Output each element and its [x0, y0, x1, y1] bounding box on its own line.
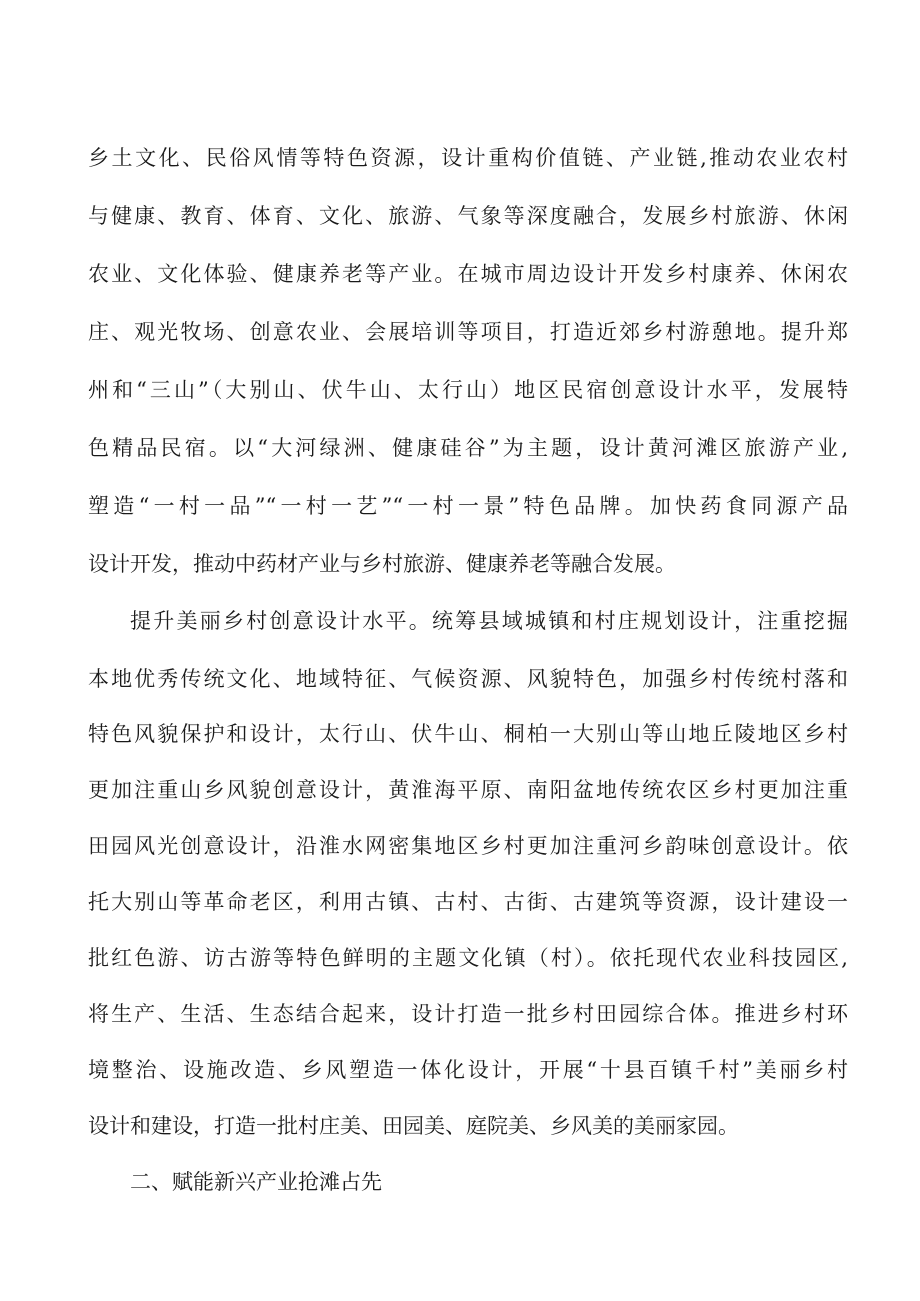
- paragraph-line: 庄、观光牧场、创意农业、会展培训等项目，打造近郊乡村游憩地。提升郑: [88, 320, 848, 344]
- paragraph-line: 农业、文化体验、健康养老等产业。在城市周边设计开发乡村康养、休闲农: [88, 262, 848, 286]
- paragraph-line: 更加注重山乡风貌创意设计，黄淮海平原、南阳盆地传统农区乡村更加注重: [88, 778, 848, 802]
- paragraph-line: 田园风光创意设计，沿淮水网密集地区乡村更加注重河乡韵味创意设计。依: [88, 834, 848, 858]
- paragraph-line: 乡土文化、民俗风情等特色资源，设计重构价值链、产业链,推动农业农村: [88, 146, 848, 170]
- paragraph-line: 本地优秀传统文化、地域特征、气候资源、风貌特色，加强乡村传统村落和: [88, 667, 848, 691]
- paragraph-line: 设计和建设，打造一批村庄美、田园美、庭院美、乡风美的美丽家园。: [88, 1114, 739, 1138]
- paragraph-line: 托大别山等革命老区，利用古镇、古村、古街、古建筑等资源，设计建设一: [88, 890, 848, 914]
- paragraph-line: 设计开发，推动中药材产业与乡村旅游、健康养老等融合发展。: [88, 552, 676, 576]
- paragraph-line: 批红色游、访古游等特色鲜明的主题文化镇（村）。依托现代农业科技园区,: [88, 946, 848, 970]
- section-heading: 二、赋能新兴产业抢滩占先: [130, 1170, 382, 1194]
- paragraph-line: 塑造“一村一品”“一村一艺”“一村一景”特色品牌。加快药食同源产品: [88, 494, 848, 518]
- paragraph-line: 色精品民宿。以“大河绿洲、健康硅谷”为主题，设计黄河滩区旅游产业,: [88, 436, 848, 460]
- paragraph-line: 特色风貌保护和设计，太行山、伏牛山、桐柏一大别山等山地丘陵地区乡村: [88, 722, 848, 746]
- paragraph-line: 提升美丽乡村创意设计水平。统筹县域城镇和村庄规划设计，注重挖掘: [130, 609, 848, 633]
- paragraph-line: 将生产、生活、生态结合起来，设计打造一批乡村田园综合体。推进乡村环: [88, 1002, 848, 1026]
- paragraph-line: 与健康、教育、体育、文化、旅游、气象等深度融合，发展乡村旅游、休闲: [88, 204, 848, 228]
- paragraph-line: 境整治、设施改造、乡风塑造一体化设计，开展“十县百镇千村”美丽乡村: [88, 1058, 848, 1082]
- paragraph-line: 州和“三山”（大别山、伏牛山、太行山）地区民宿创意设计水平，发展特: [88, 378, 848, 402]
